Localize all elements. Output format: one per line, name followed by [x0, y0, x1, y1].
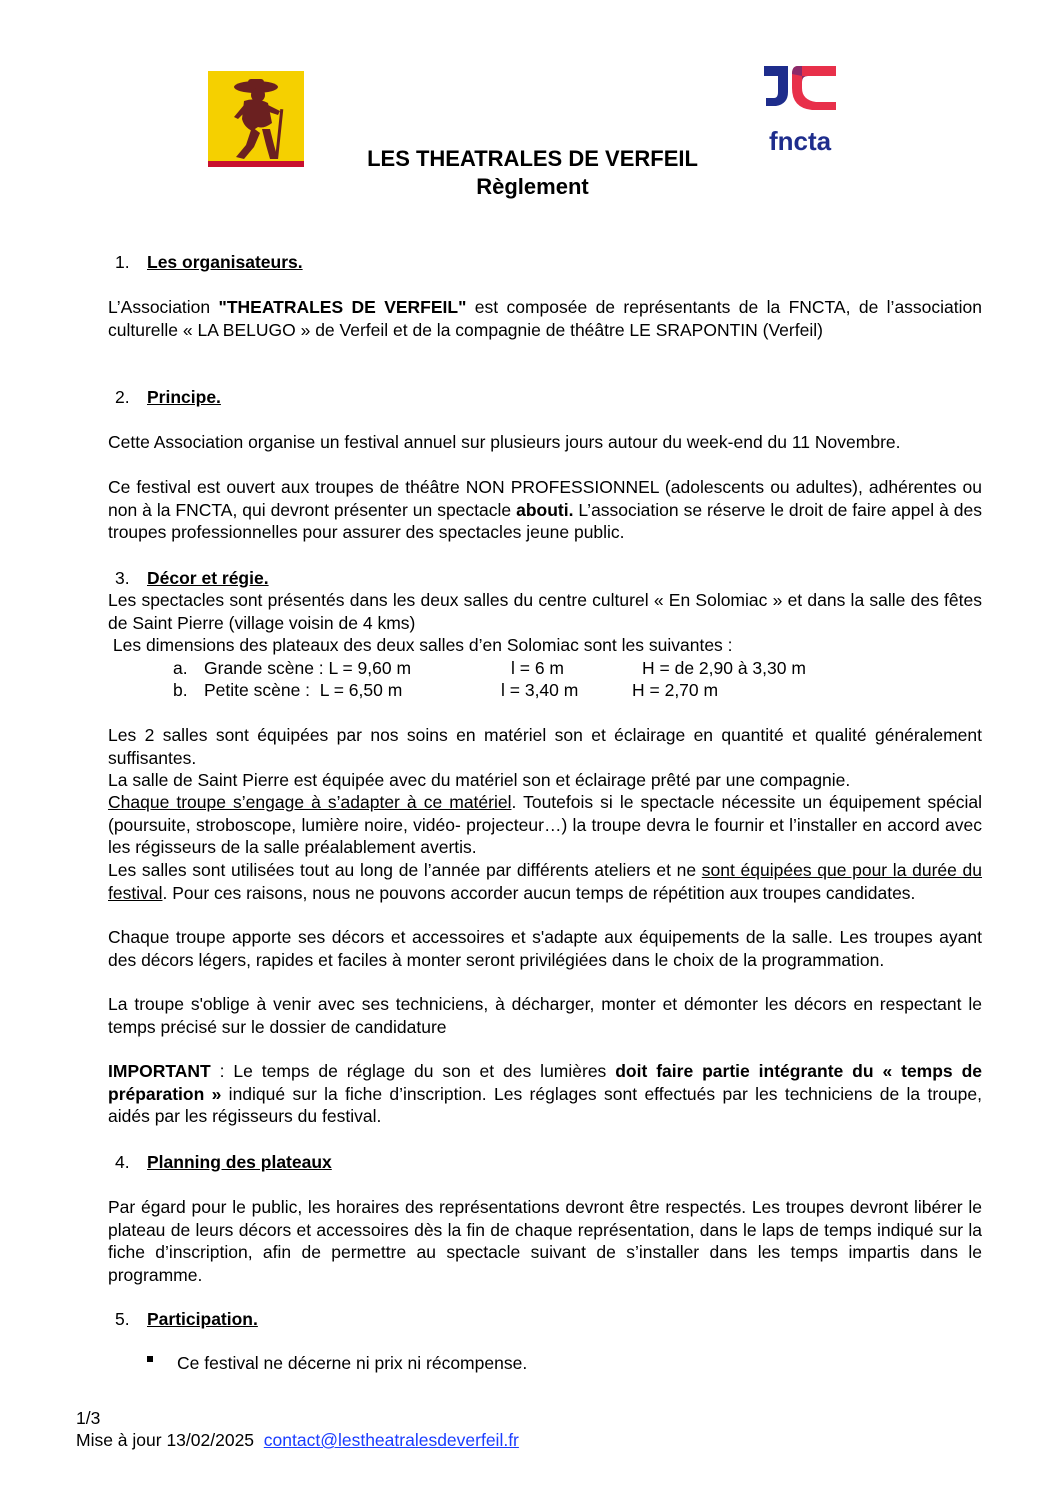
bullet-item: Ce festival ne décerne ni prix ni récompense. — [177, 1353, 528, 1373]
bullet-icon — [147, 1356, 153, 1362]
stage-width: l = 6 m — [511, 658, 565, 678]
important-label: IMPORTANT — [108, 1061, 211, 1081]
important-notice — [108, 1060, 982, 1128]
contact-email-link[interactable]: contact@lestheatralesdeverfeil.fr — [263, 1430, 519, 1450]
text-run-underlined: Chaque troupe s’engage à s’adapter à ce matériel — [108, 792, 512, 812]
section-3-paragraph-5 — [108, 791, 982, 859]
stage-height: H = de 2,90 à 3,30 m — [642, 658, 806, 678]
section-1-paragraph — [108, 296, 982, 341]
section-title: Les organisateurs. — [147, 252, 303, 272]
section-3-paragraph-1: Les spectacles sont présentés dans les deux salles du centre culturel « En Solomiac » et dans la salle des fêtes de Saint Pierre (village voisin de 4 kms) — [108, 590, 982, 633]
stage-width: l = 3,40 m — [501, 680, 579, 700]
section-3-paragraph-4: La salle de Saint Pierre est équipée avec du matériel son et éclairage prêté par une compagnie. — [108, 770, 851, 790]
section-title: Principe. — [147, 387, 221, 407]
section-number: 4. — [115, 1152, 130, 1172]
list-marker: a. — [173, 658, 188, 678]
fncta-logo — [762, 64, 838, 156]
association-name: "THEATRALES DE VERFEIL" — [218, 297, 467, 317]
section-3-paragraph-2: Les dimensions des plateaux des deux salles d’en Solomiac sont les suivantes : — [108, 635, 733, 655]
section-2-paragraph-1: Cette Association organise un festival annuel sur plusieurs jours autour du week-end du 11 Novembre. — [108, 432, 901, 452]
stage-name: Petite scène : L = 6,50 m — [204, 680, 403, 700]
page-subtitle: Règlement — [476, 174, 589, 199]
text-run: Les salles sont utilisées tout au long de l’année par différents ateliers et ne — [108, 860, 702, 880]
text-run-bold: abouti. — [516, 499, 574, 520]
section-number: 5. — [115, 1309, 130, 1329]
section-4-paragraph: Par égard pour le public, les horaires des représentations devront être respectés. Les troupes devront libérer le plateau de leurs décors et accessoires dès la fin de chaque représentation, dans le laps de temps indiqué sur la fiche d’inscription, afin de permettre au spectacle suivant de s’installer dans les temps impartis dans le programme. — [108, 1197, 982, 1285]
page-number: 1/3 — [76, 1408, 101, 1428]
text-run: Ce festival est ouvert aux troupes de théâtre NON PROFESSIONNEL (adolescents ou adultes), adhérentes ou non à la FNCTA, qui devront présenter un spectacle — [108, 477, 982, 520]
text-run: est composée de représentants de la FNCTA, de l’association culturelle « LA BELUGO » de Verfeil et de la compagnie de théâtre LE SRAPONTIN (Verfeil) — [108, 297, 982, 340]
text-run: . Pour ces raisons, nous ne pouvons accorder aucun temps de répétition aux troupes candidates. — [162, 882, 916, 903]
stage-height: H = 2,70 m — [632, 680, 719, 700]
text-run-underlined: sont équipées que pour la durée du festival — [108, 860, 983, 903]
section-3-paragraph-8: La troupe s'oblige à venir avec ses techniciens, à décharger, monter et démonter les décors en respectant le temps précisé sur le dossier de candidature — [108, 994, 982, 1037]
footer-line — [76, 1429, 519, 1451]
stage-name: Grande scène : L = 9,60 m — [204, 658, 412, 678]
text-run: indiqué sur la fiche d’inscription. Les réglages sont effectués par les techniciens de la troupe, aidés par les régisseurs du festival. — [108, 1083, 982, 1126]
text-run: . Toutefois si le spectacle nécessite un équipement spécial (poursuite, stroboscope, lumière noire, vidéo- projecteur…) la troupe devra le fournir et l’installer en accord avec les régisseurs de la salle préalablement avertis. — [108, 792, 982, 857]
section-title: Planning des plateaux — [147, 1152, 332, 1172]
section-title: Décor et régie. — [147, 568, 269, 588]
page-title: LES THEATRALES DE VERFEIL — [367, 146, 698, 171]
section-2-paragraph-2 — [108, 476, 982, 544]
section-title: Participation. — [147, 1309, 258, 1329]
text-run: : Le temps de réglage du son et des lumières — [210, 1061, 616, 1081]
fncta-logo-text: fncta — [768, 126, 832, 156]
section-3-paragraph-3: Les 2 salles sont équipées par nos soins en matériel son et éclairage en quantité et qualité généralement suffisantes. — [108, 725, 982, 768]
list-marker: b. — [173, 680, 188, 700]
verfeil-logo — [208, 71, 304, 167]
text-run: L’association se réserve le droit de faire appel à des troupes professionnelles pour assurer des spectacles jeune public. — [108, 499, 982, 542]
text-run: L’Association — [108, 297, 219, 317]
section-number: 3. — [115, 568, 130, 588]
section-number: 2. — [115, 387, 130, 407]
text-run-bold: doit faire partie intégrante du « temps de préparation » — [108, 1061, 982, 1104]
update-date: Mise à jour 13/02/2025 — [76, 1430, 255, 1450]
section-3-paragraph-7: Chaque troupe apporte ses décors et accessoires et s'adapte aux équipements de la salle. Les troupes ayant des décors légers, rapides et faciles à monter seront privilégiées dans le choix de la programmation. — [108, 927, 982, 970]
section-number: 1. — [115, 252, 130, 272]
section-3-paragraph-6 — [108, 859, 982, 904]
